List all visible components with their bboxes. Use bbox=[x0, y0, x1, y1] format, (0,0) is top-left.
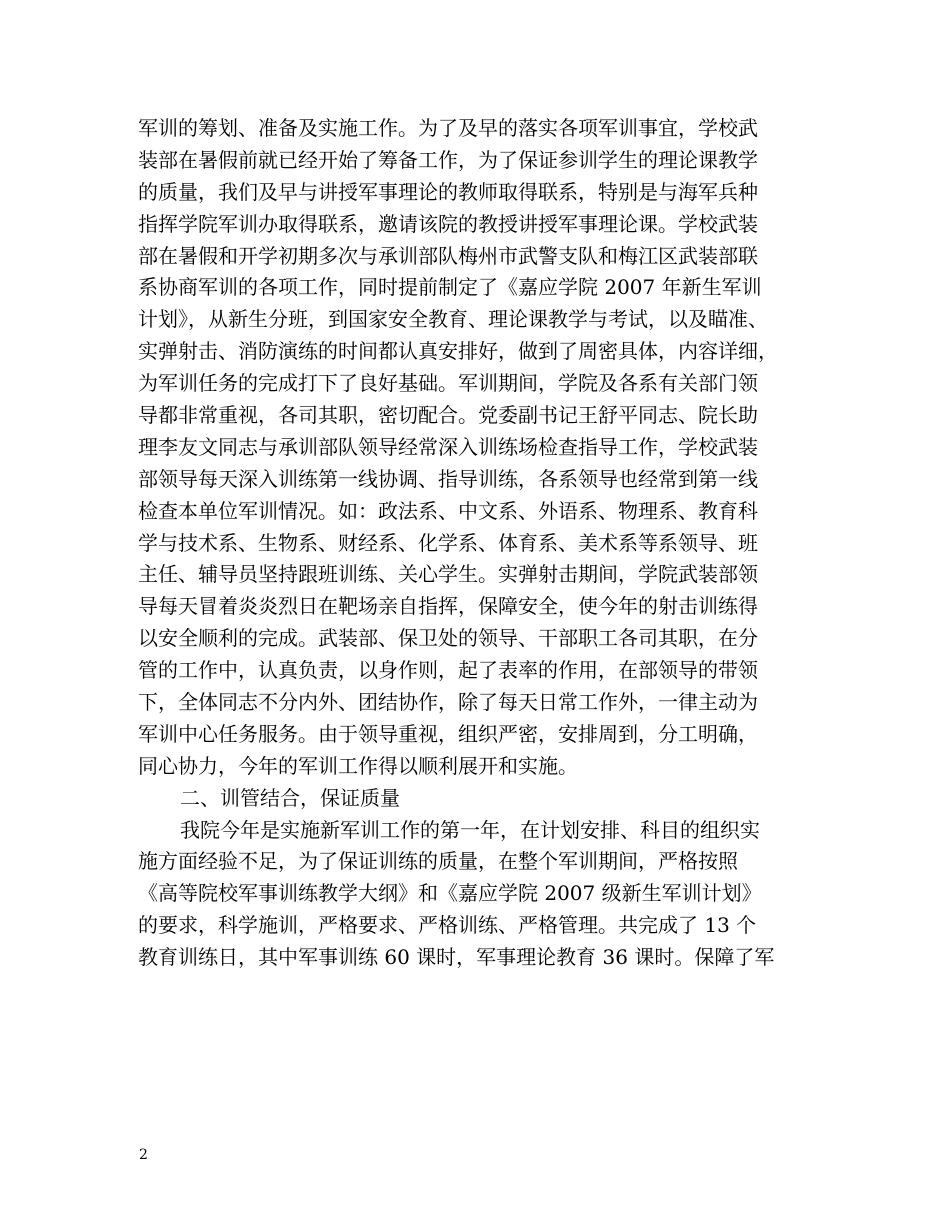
text-line: 装部在暑假前就已经开始了筹备工作，为了保证参训学生的理论课教学 bbox=[138, 147, 758, 172]
text-line: 的质量，我们及早与讲授军事理论的教师取得联系，特别是与海军兵种 bbox=[138, 179, 758, 204]
text-line: 以安全顺利的完成。武装部、保卫处的领导、干部职工各司其职，在分 bbox=[138, 626, 758, 651]
text-line: 同心协力，今年的军训工作得以顺利展开和实施。 bbox=[138, 753, 578, 778]
body-text bbox=[138, 113, 828, 974]
text-line: 主任、辅导员坚持跟班训练、关心学生。实弹射击期间，学院武装部领 bbox=[138, 562, 758, 587]
text-line: 实弹射击、消防演练的时间都认真安排好，做到了周密具体，内容详细， bbox=[138, 339, 778, 364]
text-line: 的要求，科学施训，严格要求、严格训练、严格管理。共完成了 13 个 bbox=[138, 913, 757, 938]
text-line: 理李友文同志与承训部队领导经常深入训练场检查指导工作，学校武装 bbox=[138, 434, 758, 459]
text-line: 部领导每天深入训练第一线协调、指导训练，各系领导也经常到第一线 bbox=[138, 466, 758, 491]
text-line: 导每天冒着炎炎烈日在靶场亲自指挥，保障安全，使今年的射击训练得 bbox=[138, 594, 758, 619]
text-line: 二、训管结合，保证质量 bbox=[180, 785, 400, 810]
text-line: 学与技术系、生物系、财经系、化学系、体育系、美术系等系领导、班 bbox=[138, 530, 758, 555]
text-line: 指挥学院军训办取得联系，邀请该院的教授讲授军事理论课。学校武装 bbox=[138, 211, 758, 236]
text-line: 导都非常重视，各司其职，密切配合。党委副书记王舒平同志、院长助 bbox=[138, 403, 758, 428]
text-line: 下，全体同志不分内外、团结协作，除了每天日常工作外，一律主动为 bbox=[138, 690, 758, 715]
text-line: 我院今年是实施新军训工作的第一年，在计划安排、科目的组织实 bbox=[180, 817, 760, 842]
text-line: 教育训练日，其中军事训练 60 课时，军事理论教育 36 课时。保障了军 bbox=[138, 945, 775, 970]
page-number: 2 bbox=[139, 1147, 148, 1163]
text-line: 系协商军训的各项工作，同时提前制定了《嘉应学院 2007 年新生军训 bbox=[138, 275, 762, 300]
text-line: 检查本单位军训情况。如：政法系、中文系、外语系、物理系、教育科 bbox=[138, 498, 758, 523]
text-line: 部在暑假和开学初期多次与承训部队梅州市武警支队和梅江区武装部联 bbox=[138, 243, 758, 268]
text-line: 《高等院校军事训练教学大纲》和《嘉应学院 2007 级新生军训计划》 bbox=[138, 881, 762, 906]
text-line: 施方面经验不足，为了保证训练的质量，在整个军训期间，严格按照 bbox=[138, 849, 738, 874]
text-line: 计划》，从新生分班，到国家安全教育、理论课教学与考试，以及瞄准、 bbox=[138, 307, 768, 332]
text-line: 军训的筹划、准备及实施工作。为了及早的落实各项军训事宜，学校武 bbox=[138, 116, 758, 140]
text-line: 管的工作中，认真负责，以身作则，起了表率的作用，在部领导的带领 bbox=[138, 658, 758, 683]
text-line: 军训中心任务服务。由于领导重视，组织严密，安排周到，分工明确， bbox=[138, 721, 758, 746]
text-line: 为军训任务的完成打下了良好基础。军训期间，学院及各系有关部门领 bbox=[138, 371, 758, 396]
